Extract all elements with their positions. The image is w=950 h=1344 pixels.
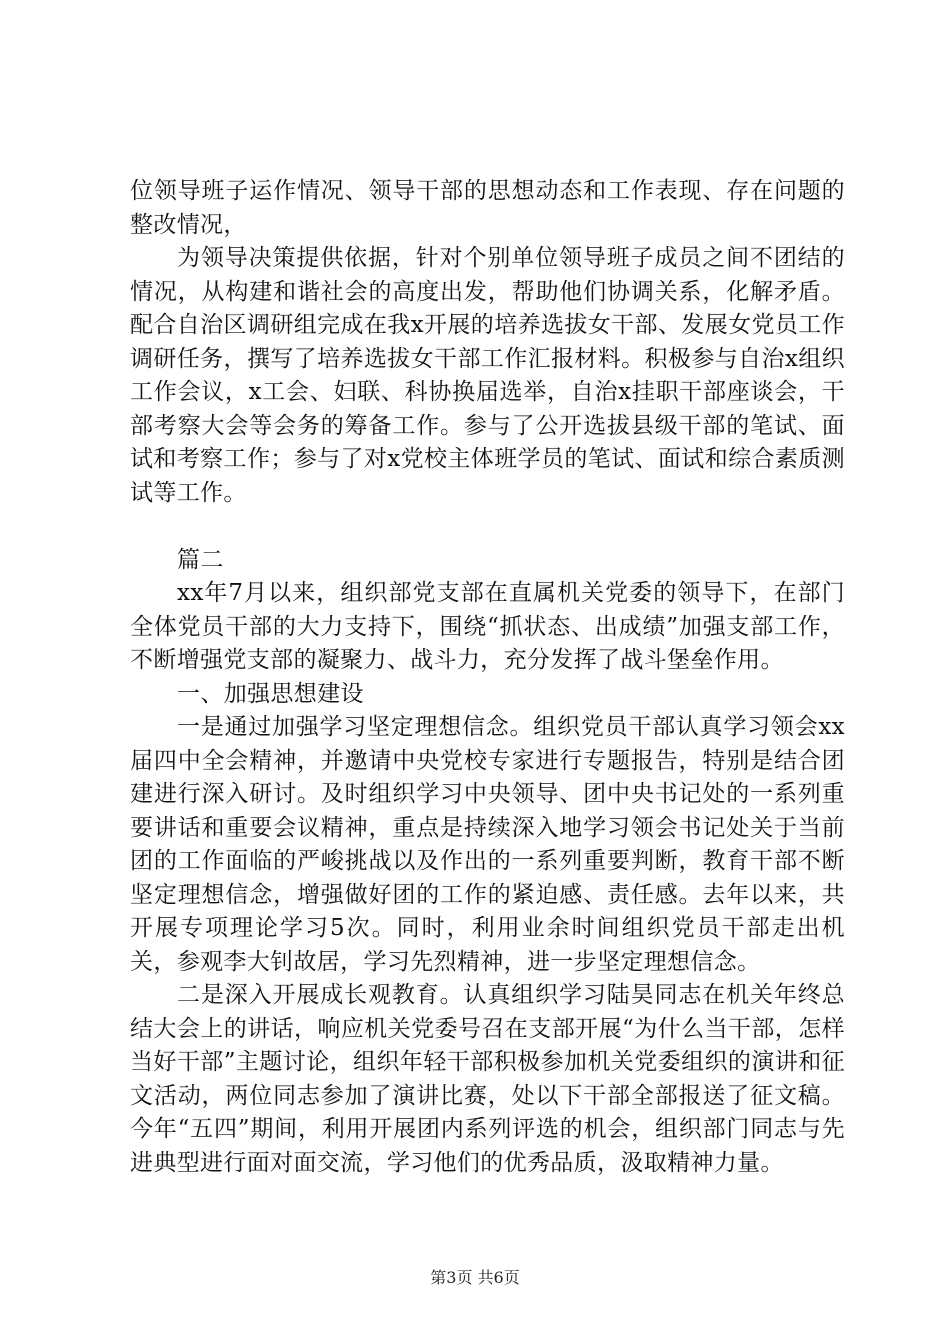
paragraph-gap: [130, 510, 845, 544]
section-heading-ideology: 一、加强思想建设: [177, 680, 364, 707]
paragraph-growth-education: 二是深入开展成长观教育。认真组织学习陆昊同志在机关年终总结大会上的讲话，响应机关党委号召在支部开展“为什么当干部，怎样当好干部”主题讨论，组织年轻干部积极参加机关党委组织的演讲和征文活动，两位同志参加了演讲比赛，处以下干部全部报送了征文稿。今年“五四”期间，利用开展团内系列评选的机会，组织部门同志与先进典型进行面对面交流，学习他们的优秀品质，汲取精神力量。: [130, 982, 845, 1176]
document-body: [130, 175, 845, 1180]
section-heading-part-two: 篇二: [177, 546, 224, 573]
page-number-footer: 第3页 共6页: [430, 1268, 520, 1287]
paragraph-decision-support: 为领导决策提供依据，针对个别单位领导班子成员之间不团结的情况，从构建和谐社会的高度出发，帮助他们协调关系，化解矛盾。配合自治区调研组完成在我x开展的培养选拔女干部、发展女党员工作调研任务，撰写了培养选拔女干部工作汇报材料。积极参与自治x组织工作会议，x工会、妇联、科协换届选举，自治x挂职干部座谈会，干部考察大会等会务的筹备工作。参与了公开选拔县级干部的笔试、面试和考察工作；参与了对x党校主体班学员的笔试、面试和综合素质测试等工作。: [130, 245, 845, 506]
paragraph-intro: xx年7月以来，组织部党支部在直属机关党委的领导下，在部门全体党员干部的大力支持下，围绕“抓状态、出成绩”加强支部工作，不断增强党支部的凝聚力、战斗力，充分发挥了战斗堡垒作用。: [130, 580, 845, 673]
paragraph-study: 一是通过加强学习坚定理想信念。组织党员干部认真学习领会xx届四中全会精神，并邀请中央党校专家进行专题报告，特别是结合团建进行深入研讨。及时组织学习中央领导、团中央书记处的一系列重要讲话和重要会议精神，重点是持续深入地学习领会书记处关于当前团的工作面临的严峻挑战以及作出的一系列重要判断，教育干部不断坚定理想信念，增强做好团的工作的紧迫感、责任感。去年以来，共开展专项理论学习5次。同时，利用业余时间组织党员干部走出机关，参观李大钊故居，学习先烈精神，进一步坚定理想信念。: [130, 714, 845, 975]
paragraph-continuation: 位领导班子运作情况、领导干部的思想动态和工作表现、存在问题的整改情况，: [130, 178, 845, 238]
